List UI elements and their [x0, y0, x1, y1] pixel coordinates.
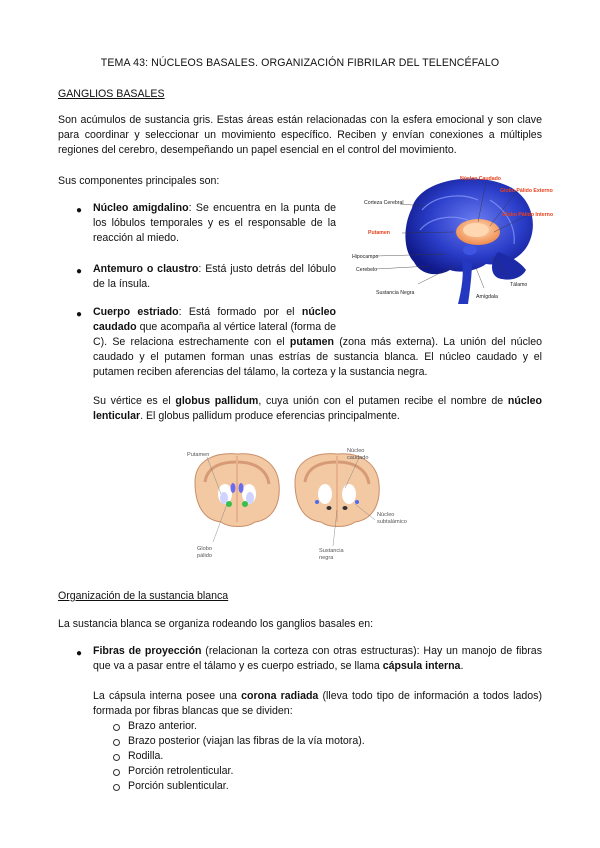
components-lead: Sus componentes principales son: — [58, 175, 220, 187]
label-globo-interno: Globo Pálido Interno — [502, 212, 554, 218]
term-antemuro: Antemuro o claustro — [93, 263, 199, 275]
label-cerebelo: Cerebelo — [356, 267, 378, 273]
label-globo-externo: Globo Pálido Externo — [500, 188, 553, 194]
label-nucleo-caudado: Núcleo Caudado — [460, 176, 501, 182]
label-talamo: Tálamo — [510, 282, 528, 288]
term-cuerpo-estriado: Cuerpo estriado — [93, 306, 179, 318]
term-capsula-interna: cápsula interna — [382, 660, 461, 672]
label-putamen: Putamen — [368, 230, 390, 236]
label-nucleo-caudado-2: caudado — [347, 455, 369, 461]
term-corona-radiada: corona radiada — [241, 690, 319, 702]
label-putamen-coronal: Putamen — [187, 452, 210, 458]
circle-bullet — [113, 739, 120, 746]
term-nucleo-lenticular: núcleo lenticular — [93, 395, 543, 422]
label-sustancia-2: negra — [319, 555, 334, 561]
circle-bullet — [113, 769, 120, 776]
label-hipocampo: Hipocampo — [352, 254, 379, 260]
term-nucleo-caudado: núcleo caudado — [93, 306, 336, 333]
label-subtal-1: Núcleo — [377, 512, 395, 518]
bullet-text: : Está justo detrás del lóbulo de la ínsula. — [93, 263, 336, 290]
circle-bullet — [113, 724, 120, 731]
page-title: TEMA 43: NÚCLEOS BASALES. ORGANIZACIÓN FIBRILAR DEL TELENCÉFALO — [100, 57, 500, 69]
bullet-cuerpo-estriado: Cuerpo estriado: Está formado por el núcleo caudado que acompaña al vértice lateral (forma de C). Se relaciona estrechamente con el putamen (zona más externa). La unión del núcleo caudado y el putamen forman unas estrías de sustancia blanca. El núcleo caudado y el putamen reciben aferencias del tálamo, la corteza y la sustancia negra. — [93, 306, 542, 378]
term-fibras-proyeccion: Fibras de proyección — [93, 645, 202, 657]
label-corteza: Corteza Cerebral — [364, 200, 404, 206]
globus-paragraph: Su vértice es el globus pallidum, cuya unión con el putamen recibe el nombre de núcleo lenticular. El globus pallidum produce eferencias principalmente. — [93, 395, 543, 422]
bullet-fibras-proyeccion: Fibras de proyección (relacionan la corteza con otras estructuras): Hay un manojo de fibras que va a pasar entre el tálamo y es cuerpo estriado, se llama cápsula interna. — [93, 645, 542, 672]
capsula-paragraph: La cápsula interna posee una corona radiada (lleva todo tipo de información a todos lados) formada por fibras blancas que se dividen: — [93, 690, 542, 717]
label-sustancia-1: Sustancia — [319, 548, 344, 554]
bullet-dot: ● — [76, 648, 83, 659]
section2-lead: La sustancia blanca se organiza rodeando los ganglios basales en: — [58, 618, 374, 630]
label-subtal-2: subtalámico — [377, 519, 407, 525]
label-globo-2: pálido — [197, 553, 212, 559]
label-sustancia-negra: Sustancia Negra — [376, 290, 415, 296]
coronal-section-right — [295, 454, 379, 527]
label-globo-1: Globo — [197, 546, 212, 552]
label-amigdala: Amígdala — [476, 294, 498, 300]
coronal-section-left — [195, 454, 279, 527]
section-heading-sustancia-blanca: Organización de la sustancia blanca — [58, 590, 229, 602]
label-nucleo-caudado-1: Núcleo — [347, 448, 365, 454]
section-heading-ganglios: GANGLIOS BASALES — [58, 88, 165, 100]
circle-bullet — [113, 754, 120, 761]
intro-paragraph: Son acúmulos de sustancia gris. Estas áreas están relacionadas con la esfera emocional y son clave para coordinar y seleccionar un movimiento específico. Reciben y envían conexiones a múltiples regiones del cerebro, desempeñando un papel esencial en el control del movimiento. — [58, 114, 542, 156]
bullet-dot: ● — [76, 205, 83, 216]
term-globus-pallidum: globus pallidum — [175, 395, 259, 407]
coronal-sections-image — [185, 442, 420, 567]
term-putamen: putamen — [289, 336, 335, 348]
term-nucleo-amigdalino: Núcleo amigdalino — [93, 202, 189, 214]
bullet-antemuro — [93, 262, 336, 292]
bullet-nucleo-amigdalino — [93, 201, 336, 246]
brain-diagram-image — [350, 170, 554, 310]
circle-bullet — [113, 784, 120, 791]
bullet-dot: ● — [76, 266, 83, 277]
bullet-dot: ● — [76, 309, 83, 320]
bullet-text: : Se encuentra en la punta de los lóbulos temporales y es el responsable de la reacción al miedo. — [93, 202, 336, 244]
